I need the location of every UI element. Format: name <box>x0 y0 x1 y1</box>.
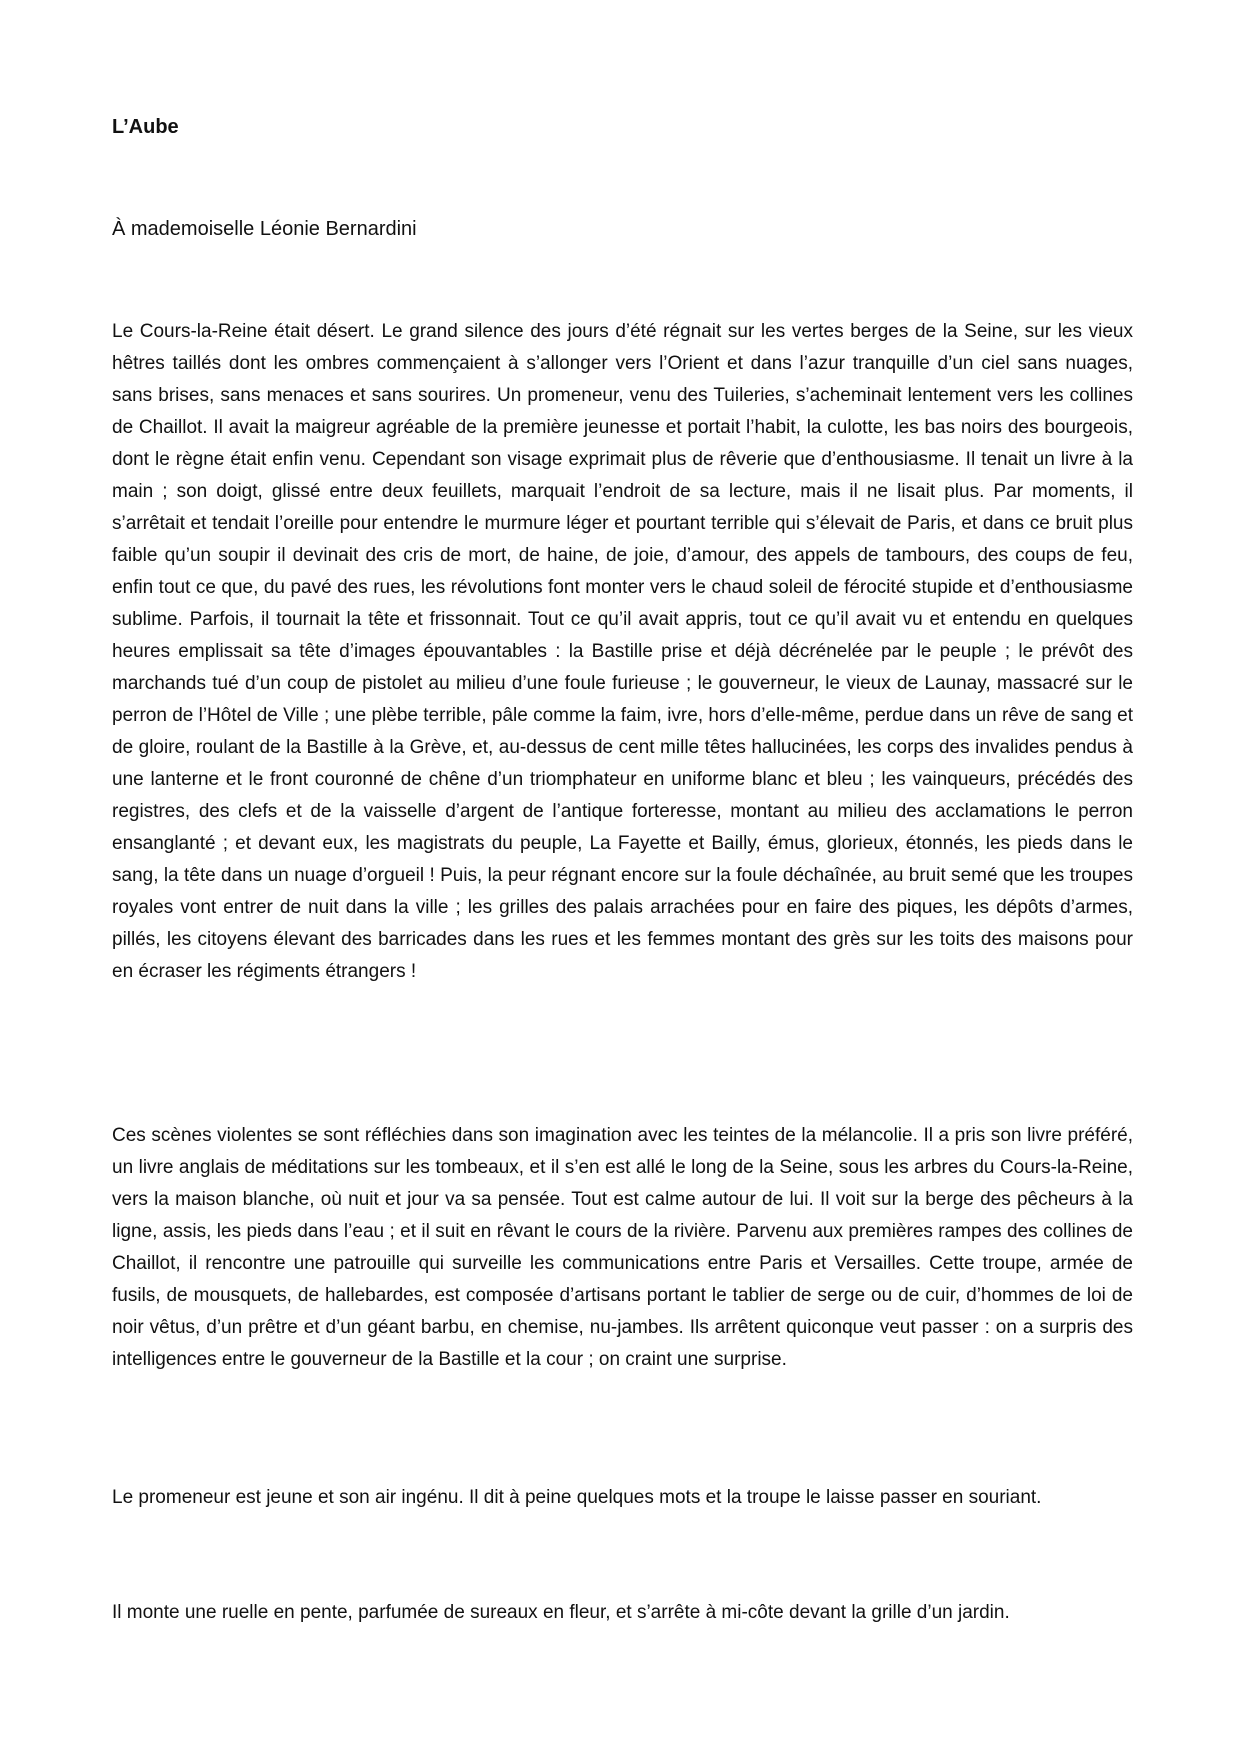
dedication: À mademoiselle Léonie Bernardini <box>112 218 417 240</box>
document-title: L’Aube <box>112 116 179 138</box>
paragraph-4: Il monte une ruelle en pente, parfumée de sureaux en fleur, et s’arrête à mi-côte devant la grille d’un jardin. <box>112 1602 1010 1623</box>
paragraph-1: Le Cours-la-Reine était désert. Le grand silence des jours d’été régnait sur les vertes berges de la Seine, sur les vieux hêtres taillés dont les ombres commençaient à s’allonger vers l’Orient et dans l’azur tranquille d’un ciel sans nuages, sans brises, sans menaces et sans sourires. Un promeneur, venu des Tuileries, s’acheminait lentement vers les collines de Chaillot. Il avait la maigreur agréable de la première jeunesse et portait l’habit, la culotte, les bas noirs des bourgeois, dont le règne était enfin venu. Cependant son visage exprimait plus de rêverie que d’enthousiasme. Il tenait un livre à la main ; son doigt, glissé entre deux feuillets, marquait l’endroit de sa lecture, mais il ne lisait plus. Par moments, il s’arrêtait et tendait l’oreille pour entendre le murmure léger et pourtant terrible qui s’élevait de Paris, et dans ce bruit plus faible qu’un soupir il devinait des cris de mort, de haine, de joie, d’amour, des appels de tambours, des coups de feu, enfin tout ce que, du pavé des rues, les révolutions font monter vers le chaud soleil de férocité stupide et d’enthousiasme sublime. Parfois, il tournait la tête et frissonnait. Tout ce qu’il avait appris, tout ce qu’il avait vu et entendu en quelques heures emplissait sa tête d’images épouvantables : la Bastille prise et déjà décrénelée par le peuple ; le prévôt des marchands tué d’un coup de pistolet au milieu d’une foule furieuse ; le gouverneur, le vieux de Launay, massacré sur le perron de l’Hôtel de Ville ; une plèbe terrible, pâle comme la faim, ivre, hors d’elle-même, perdue dans un rêve de sang et de gloire, roulant de la Bastille à la Grève, et, au-dessus de cent mille têtes hallucinées, les corps des invalides pendus à une lanterne et le front couronné de chêne d’un triomphateur en uniforme blanc et bleu ; les vainqueurs, précédés des registres, des clefs et de la vaisselle d’argent de l’antique forteresse, montant au milieu des acclamations le perron ensanglanté ; et devant eux, les magistrats du peuple, La Fayette et Bailly, émus, glorieux, étonnés, les pieds dans le sang, la tête dans un nuage d’orgueil ! Puis, la peur régnant encore sur la foule déchaînée, au bruit semé que les troupes royales vont entrer de nuit dans la ville ; les grilles des palais arrachées pour en faire des piques, les dépôts d’armes, pillés, les citoyens élevant des barricades dans les rues et les femmes montant des grès sur les toits des maisons pour en écraser les régiments étrangers ! <box>112 321 1133 982</box>
paragraph-2: Ces scènes violentes se sont réfléchies dans son imagination avec les teintes de la mélancolie. Il a pris son livre préféré, un livre anglais de méditations sur les tombeaux, et il s’en est allé le long de la Seine, sous les arbres du Cours-la-Reine, vers la maison blanche, où nuit et jour va sa pensée. Tout est calme autour de lui. Il voit sur la berge des pêcheurs à la ligne, assis, les pieds dans l’eau ; et il suit en rêvant le cours de la rivière. Parvenu aux premières rampes des collines de Chaillot, il rencontre une patrouille qui surveille les communications entre Paris et Versailles. Cette troupe, armée de fusils, de mousquets, de hallebardes, est composée d’artisans portant le tablier de serge ou de cuir, d’hommes de loi de noir vêtus, d’un prêtre et d’un géant barbu, en chemise, nu-jambes. Ils arrêtent quiconque veut passer : on a surpris des intelligences entre le gouverneur de la Bastille et la cour ; on craint une surprise. <box>112 1125 1133 1370</box>
paragraph-3: Le promeneur est jeune et son air ingénu. Il dit à peine quelques mots et la troupe le laisse passer en souriant. <box>112 1487 1042 1508</box>
